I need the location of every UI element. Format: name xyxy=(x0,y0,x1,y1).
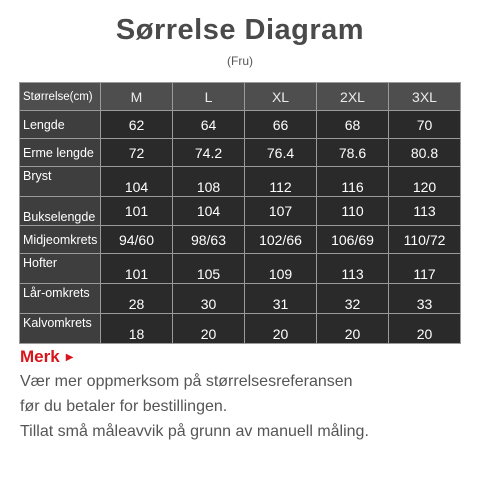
table-cell: 20 xyxy=(245,314,316,343)
page-title: Sørrelse Diagram xyxy=(115,14,365,46)
page-subtitle: (Fru) xyxy=(227,54,253,68)
table-row-midjeomkrets xyxy=(20,226,460,253)
table-cell: 72 xyxy=(101,139,172,166)
table-cell: 110/72 xyxy=(389,226,460,253)
table-cell: 18 xyxy=(101,314,172,343)
table-cell: 110 xyxy=(317,197,388,225)
row-label: Lår-omkrets xyxy=(20,284,100,313)
table-row-kalvomkrets xyxy=(20,314,460,343)
size-header-m: M xyxy=(101,83,172,110)
table-cell: 20 xyxy=(389,314,460,343)
note-heading-label: Merk xyxy=(20,347,60,366)
table-cell: 66 xyxy=(245,111,316,138)
row-label: Midjeomkrets xyxy=(20,226,100,253)
table-cell: 101 xyxy=(101,254,172,283)
table-row-bryst xyxy=(20,167,460,196)
size-header-2xl: 2XL xyxy=(317,83,388,110)
note-heading xyxy=(20,347,73,367)
row-label: Lengde xyxy=(20,111,100,138)
table-cell: 107 xyxy=(245,197,316,225)
row-label: Erme lengde xyxy=(20,139,100,166)
note-line: Tillat små måleavvik på grunn av manuell måling. xyxy=(20,423,369,440)
table-cell: 102/66 xyxy=(245,226,316,253)
table-row-lar-omkrets xyxy=(20,284,460,313)
table-cell: 104 xyxy=(173,197,244,225)
table-cell: 113 xyxy=(317,254,388,283)
table-cell: 116 xyxy=(317,167,388,196)
table-cell: 30 xyxy=(173,284,244,313)
size-header-l: L xyxy=(173,83,244,110)
table-cell: 109 xyxy=(245,254,316,283)
table-cell: 62 xyxy=(101,111,172,138)
table-row-bukselengde xyxy=(20,197,460,225)
note-line: før du betaler for bestillingen. xyxy=(20,398,228,415)
row-label: Bukselengde xyxy=(20,197,100,225)
size-unit-header: Størrelse(cm) xyxy=(20,83,100,110)
table-cell: 108 xyxy=(173,167,244,196)
table-cell: 28 xyxy=(101,284,172,313)
table-cell: 68 xyxy=(317,111,388,138)
table-cell: 106/69 xyxy=(317,226,388,253)
table-cell: 117 xyxy=(389,254,460,283)
table-cell: 20 xyxy=(173,314,244,343)
table-row-lengde xyxy=(20,111,460,138)
table-cell: 105 xyxy=(173,254,244,283)
size-chart-table xyxy=(19,82,461,344)
table-cell: 104 xyxy=(101,167,172,196)
table-cell: 33 xyxy=(389,284,460,313)
table-cell: 31 xyxy=(245,284,316,313)
table-cell: 120 xyxy=(389,167,460,196)
table-cell: 113 xyxy=(389,197,460,225)
size-header-row xyxy=(20,83,460,110)
table-cell: 94/60 xyxy=(101,226,172,253)
size-header-xl: XL xyxy=(245,83,316,110)
table-cell: 32 xyxy=(317,284,388,313)
table-cell: 64 xyxy=(173,111,244,138)
row-label: Kalvomkrets xyxy=(20,314,100,343)
row-label: Hofter xyxy=(20,254,100,283)
table-cell: 76.4 xyxy=(245,139,316,166)
note-line: Vær mer oppmerksom på størrelsesreferansen xyxy=(20,373,353,390)
table-cell: 101 xyxy=(101,197,172,225)
table-cell: 98/63 xyxy=(173,226,244,253)
triangle-right-icon: ▶ xyxy=(65,352,74,363)
table-cell: 78.6 xyxy=(317,139,388,166)
table-cell: 80.8 xyxy=(389,139,460,166)
table-row-hofter xyxy=(20,254,460,283)
size-header-3xl: 3XL xyxy=(389,83,460,110)
table-row-erme-lengde xyxy=(20,139,460,166)
table-cell: 74.2 xyxy=(173,139,244,166)
table-cell: 112 xyxy=(245,167,316,196)
table-cell: 70 xyxy=(389,111,460,138)
row-label: Bryst xyxy=(20,167,100,196)
table-cell: 20 xyxy=(317,314,388,343)
